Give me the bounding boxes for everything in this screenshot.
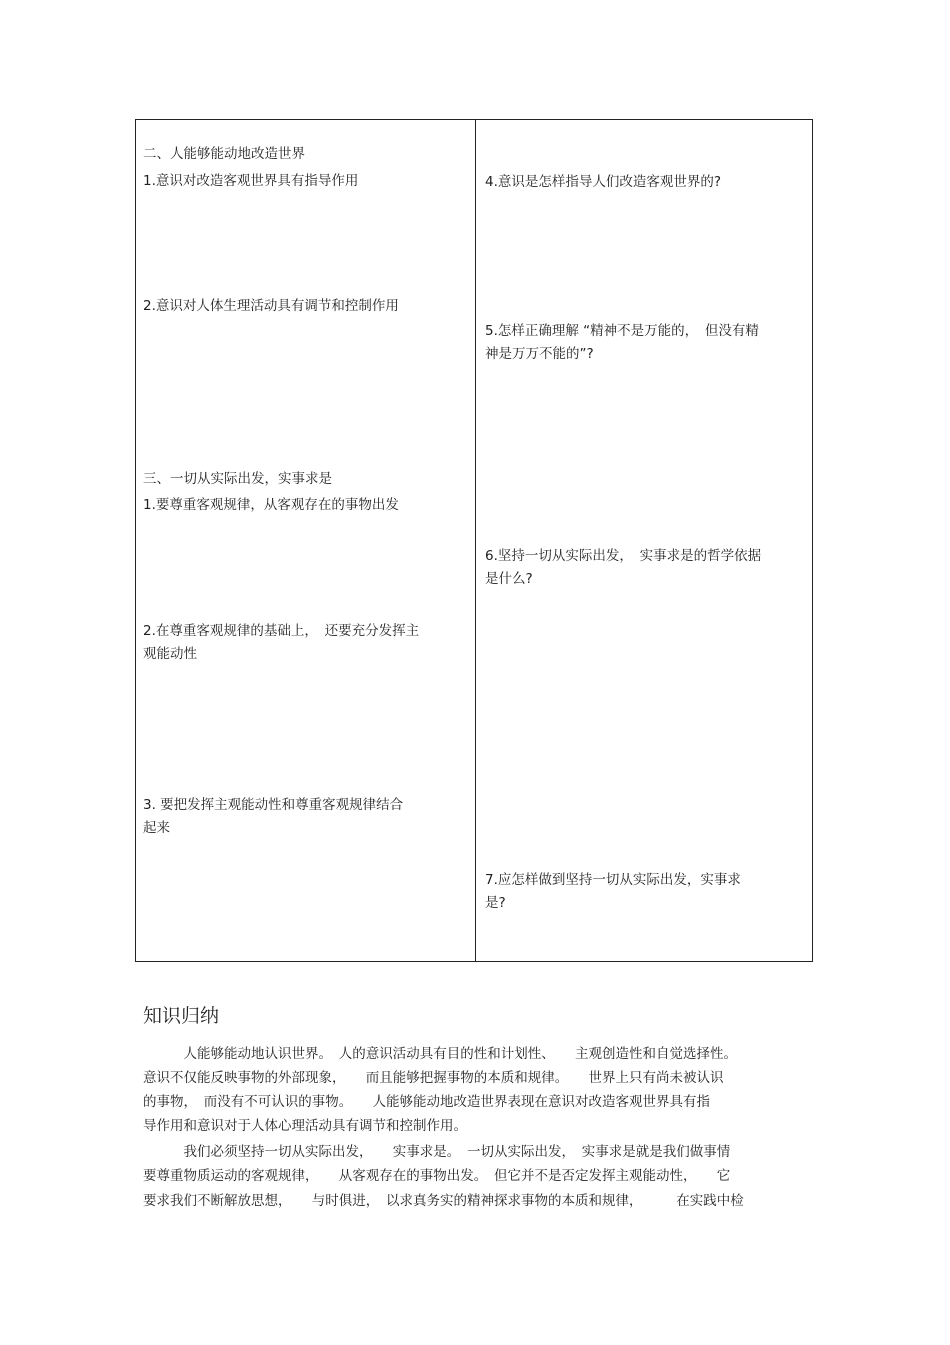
worksheet-table [135, 119, 813, 962]
summary-line: 意识不仅能反映事物的外部现象， 而且能够把握事物的本质和规律。 世界上只有尚未被认识 [143, 1070, 724, 1086]
left-item-1-1: 1.意识对改造客观世界具有指导作用 [143, 173, 359, 189]
left-item-2-1: 1.要尊重客观规律，从客观存在的事物出发 [143, 497, 399, 513]
summary-line: 我们必须坚持一切从实际出发， 实事求是。 一切从实际出发， 实事求是就是我们做事情 [143, 1144, 731, 1160]
left-item-2-2-line2: 观能动性 [143, 646, 197, 662]
summary-line: 导作用和意识对于人体心理活动具有调节和控制作用。 [143, 1118, 467, 1134]
right-question-5-line2: 神是万万不能的”? [485, 346, 594, 362]
summary-line: 的事物， 而没有不可认识的事物。 人能够能动地改造世界表现在意识对改造客观世界具有指 [143, 1094, 710, 1110]
left-item-2-3-line2: 起来 [143, 820, 170, 836]
right-question-4: 4.意识是怎样指导人们改造客观世界的? [485, 174, 722, 190]
left-item-2-3-line1: 3. 要把发挥主观能动性和尊重客观规律结合 [143, 797, 404, 813]
summary-line: 要尊重物质运动的客观规律， 从客观存在的事物出发。 但它并不是否定发挥主观能动性， 它 [143, 1168, 731, 1184]
left-section-heading-1: 二、人能够能动地改造世界 [143, 146, 305, 162]
column-divider [475, 120, 476, 961]
right-question-6-line1: 6.坚持一切从实际出发， 实事求是的哲学依据 [485, 548, 762, 564]
right-question-6-line2: 是什么? [485, 571, 533, 587]
right-question-7-line1: 7.应怎样做到坚持一切从实际出发，实事求 [485, 872, 741, 888]
right-question-5-line1: 5.怎样正确理解 “精神不是万能的， 但没有精 [485, 323, 759, 339]
summary-line: 人能够能动地认识世界。 人的意识活动具有目的性和计划性、 主观创造性和自觉选择性。 [143, 1046, 737, 1062]
left-section-heading-2: 三、一切从实际出发，实事求是 [143, 471, 332, 487]
summary-title: 知识归纳 [143, 1005, 220, 1027]
left-item-1-2: 2.意识对人体生理活动具有调节和控制作用 [143, 298, 399, 314]
left-item-2-2-line1: 2.在尊重客观规律的基础上， 还要充分发挥主 [143, 623, 420, 639]
right-question-7-line2: 是? [485, 895, 506, 911]
summary-line: 要求我们不断解放思想， 与时俱进， 以求真务实的精神探求事物的本质和规律， 在实践中检 [143, 1193, 744, 1209]
